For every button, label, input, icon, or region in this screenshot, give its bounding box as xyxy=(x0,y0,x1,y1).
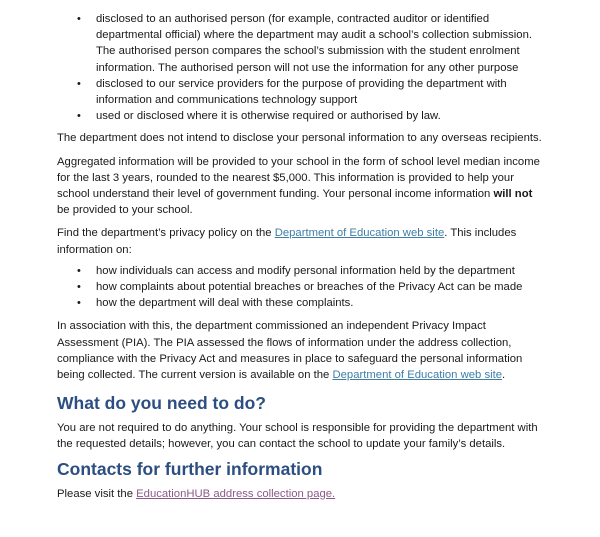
contacts-paragraph: Please visit the EducationHUB address collection page. xyxy=(57,487,336,500)
bullet-icon: • xyxy=(77,264,81,277)
educationhub-link[interactable]: EducationHUB address collection page. xyxy=(136,487,336,500)
aggregated-paragraph: Aggregated information will be provided to your school in the form of school level median income for the last 3 years, rounded to the nearest $5,000. This information is provided to help your school understand their level of government funding. Your personal income information will not be provided to your school. xyxy=(57,155,540,217)
bullet-icon: • xyxy=(77,13,81,25)
disclosure-list xyxy=(57,11,547,124)
privacy-info-list xyxy=(57,263,547,312)
department-website-link[interactable]: Department of Education web site xyxy=(274,227,445,240)
list-item: • how individuals can access and modify personal information held by the department xyxy=(57,263,547,279)
overseas-paragraph: The department does not intend to disclose your personal information to any overseas recipients. xyxy=(57,132,542,145)
document-page xyxy=(57,11,547,502)
list-item: • disclosed to an authorised person (for example, contracted auditor or identified departmental official) where the department may audit a school’s collection submission. The authorised person compares the school’s submission with the student enrolment information. The authorised person will not use the information for any other purpose xyxy=(77,13,532,74)
bullet-icon: • xyxy=(77,281,81,294)
list-item: • how the department will deal with these complaints. xyxy=(57,295,547,311)
bullet-icon: • xyxy=(77,297,81,310)
what-to-do-heading: What do you need to do? xyxy=(57,393,267,414)
pia-paragraph: In association with this, the department commissioned an independent Privacy Impact Assessment (PIA). The PIA assessed the flows of information under the address collection, compliance with the Privacy Act and measures in place to safeguard the personal information being collected. The current version is available on the Department of Education web site. xyxy=(57,320,523,382)
privacy-policy-paragraph: Find the department’s privacy policy on the Department of Education web site. This includes information on: xyxy=(57,227,517,256)
contacts-heading: Contacts for further information xyxy=(57,458,323,479)
bullet-icon: • xyxy=(77,77,81,90)
pia-department-website-link[interactable]: Department of Education web site xyxy=(332,369,503,382)
list-item: • used or disclosed where it is otherwise required or authorised by law. xyxy=(57,108,547,124)
bullet-icon: • xyxy=(77,110,81,123)
list-item: • disclosed to our service providers for the purpose of providing the department with information and communications technology support xyxy=(77,77,507,107)
list-item: • how complaints about potential breaches or breaches of the Privacy Act can be made xyxy=(57,279,547,295)
what-to-do-paragraph: You are not required to do anything. Your school is responsible for providing the department with the requested details; however, you can contact the school to update your family’s details. xyxy=(57,422,538,451)
emphasis-will-not: will not xyxy=(493,188,533,201)
